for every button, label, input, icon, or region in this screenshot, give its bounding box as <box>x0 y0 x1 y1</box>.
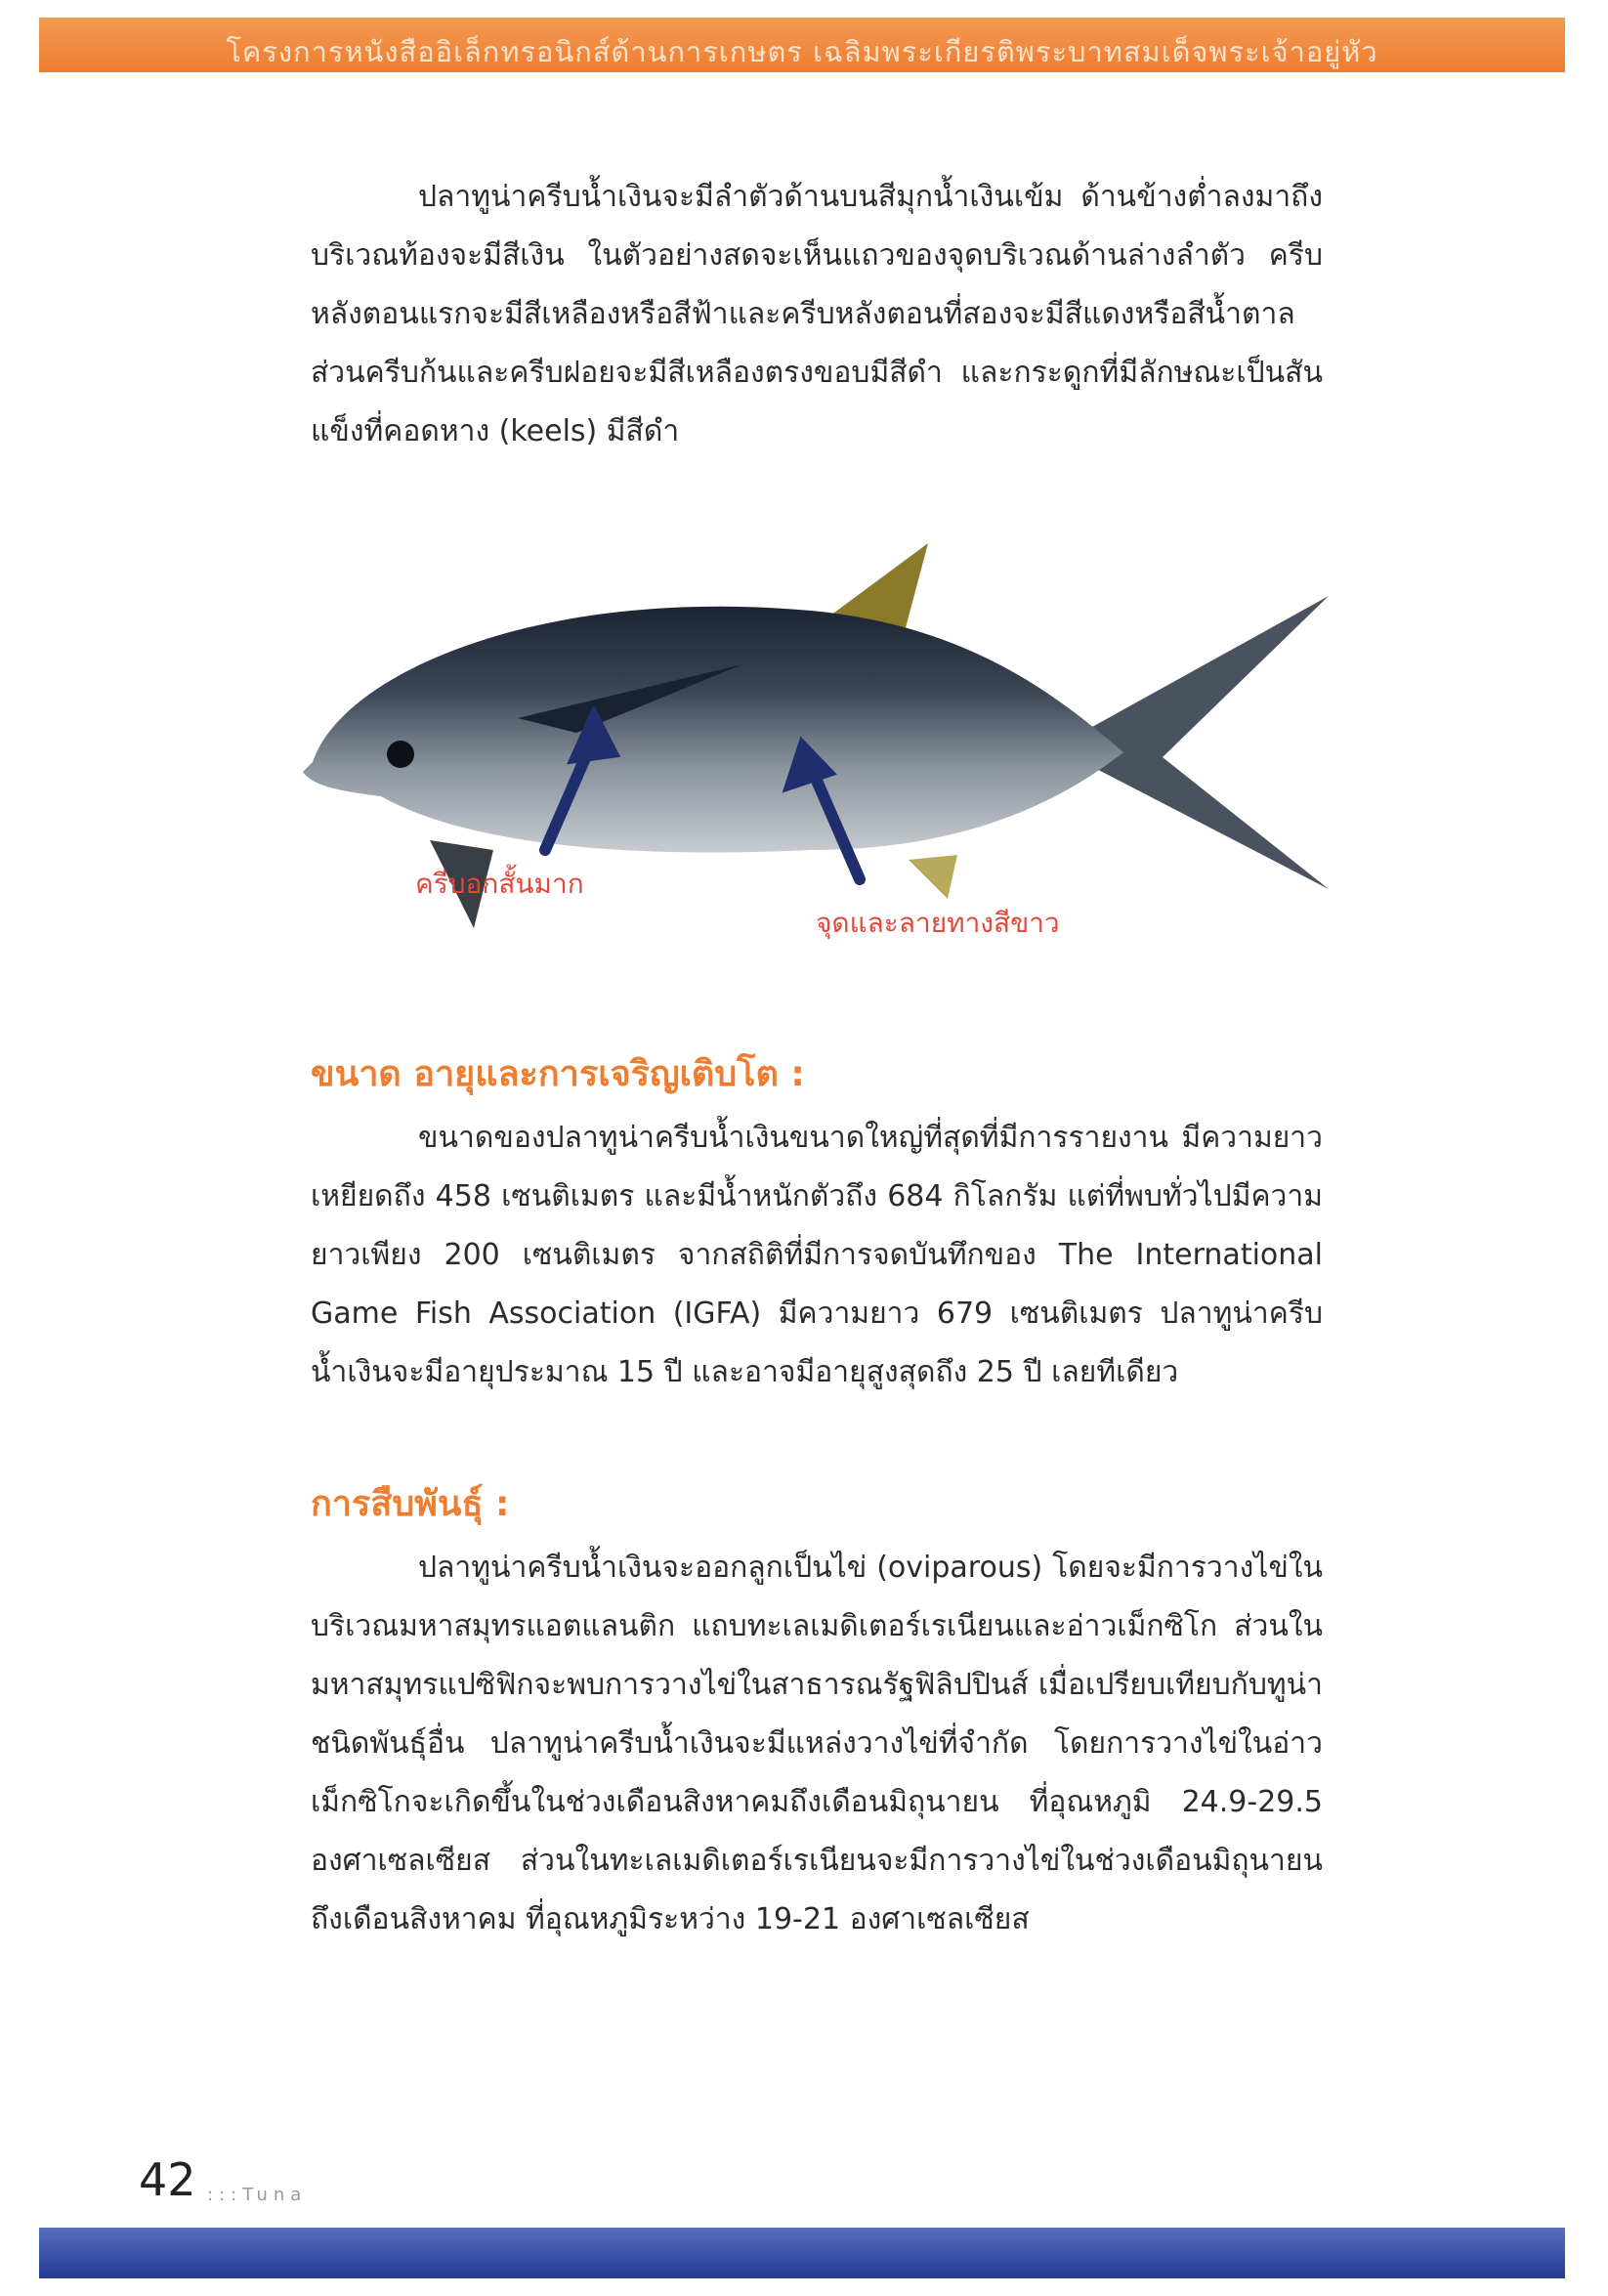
finlets <box>909 855 957 899</box>
banner-text: โครงการหนังสืออิเล็กทรอนิกส์ด้านการเกษตร เฉลิมพระเกียรติพระบาทสมเด็จพระเจ้าอยู่หัว <box>226 35 1378 68</box>
page-number: 42 <box>139 2153 196 2206</box>
intro-paragraph: ปลาทูน่าครีบน้ำเงินจะมีลำตัวด้านบนสีมุกน้ำเงินเข้ม ด้านข้างต่ำลงมาถึงบริเวณท้องจะมีสีเงิน ในตัวอย่างสดจะเห็นแถวของจุดบริเวณด้านล่างลำตัว ครีบหลังตอนแรกจะมีสีเหลืองหรือสีฟ้าและครีบหลังตอนที่สองจะมีสีแดงหรือสีน้ำตาล ส่วนครีบก้นและครีบฝอยจะมีสีเหลืองตรงขอบมีสีดำ และกระดูกที่มีลักษณะเป็นสันแข็งที่คอดหาง (keels) มีสีดำ <box>311 180 1323 448</box>
intro-section <box>311 168 1323 461</box>
top-banner <box>39 18 1565 72</box>
breeding-heading: การสืบพันธุ์ : <box>311 1484 510 1524</box>
callout-pectoral-fin: ครีบอกสั้นมาก <box>415 868 584 900</box>
bottom-band <box>39 2228 1565 2278</box>
eye <box>387 741 414 768</box>
tuna-body <box>303 607 1123 853</box>
size-paragraph: ขนาดของปลาทูน่าครีบน้ำเงินขนาดใหญ่ที่สุดที่มีการรายงาน มีความยาวเหยียดถึง 458 เซนติเมตร และมีน้ำหนักตัวถึง 684 กิโลกรัม แต่ที่พบทั่วไปมีความยาวเพียง 200 เซนติเมตร จากสถิติที่มีการจดบันทึกของ The International Game Fish Association (IGFA) มีความยาว 679 เซนติเมตร ปลาทูน่าครีบน้ำเงินจะมีอายุประมาณ 15 ปี และอาจมีอายุสูงสุดถึง 25 ปี เลยทีเดียว <box>311 1121 1323 1389</box>
tuna-figure <box>283 528 1338 957</box>
breeding-section <box>311 1475 1323 1949</box>
book-tag: :::Tuna <box>207 2185 308 2205</box>
breeding-paragraph: ปลาทูน่าครีบน้ำเงินจะออกลูกเป็นไข่ (oviparous) โดยจะมีการวางไข่ในบริเวณมหาสมุทรแอตแลนติก แถบทะเลเมดิเตอร์เรเนียนและอ่าวเม็กซิโก ส่วนในมหาสมุทรแปซิฟิกจะพบการวางไข่ในสาธารณรัฐฟิลิปปินส์ เมื่อเปรียบเทียบกับทูน่าชนิดพันธุ์อื่น ปลาทูน่าครีบน้ำเงินจะมีแหล่งวางไข่ที่จำกัด โดยการวางไข่ในอ่าวเม็กซิโกจะเกิดขึ้นในช่วงเดือนสิงหาคมถึงเดือนมิถุนายน ที่อุณหภูมิ 24.9-29.5 องศาเซลเซียส ส่วนในทะเลเมดิเตอร์เรเนียนจะมีการวางไข่ในช่วงเดือนมิถุนายนถึงเดือนสิงหาคม ที่อุณหภูมิระหว่าง 19-21 องศาเซลเซียส <box>311 1551 1323 1936</box>
callout-white-spots: จุดและลายทางสีขาว <box>816 907 1060 939</box>
size-heading: ขนาด อายุและการเจริญเติบโต : <box>311 1054 805 1094</box>
size-section <box>311 1045 1323 1402</box>
